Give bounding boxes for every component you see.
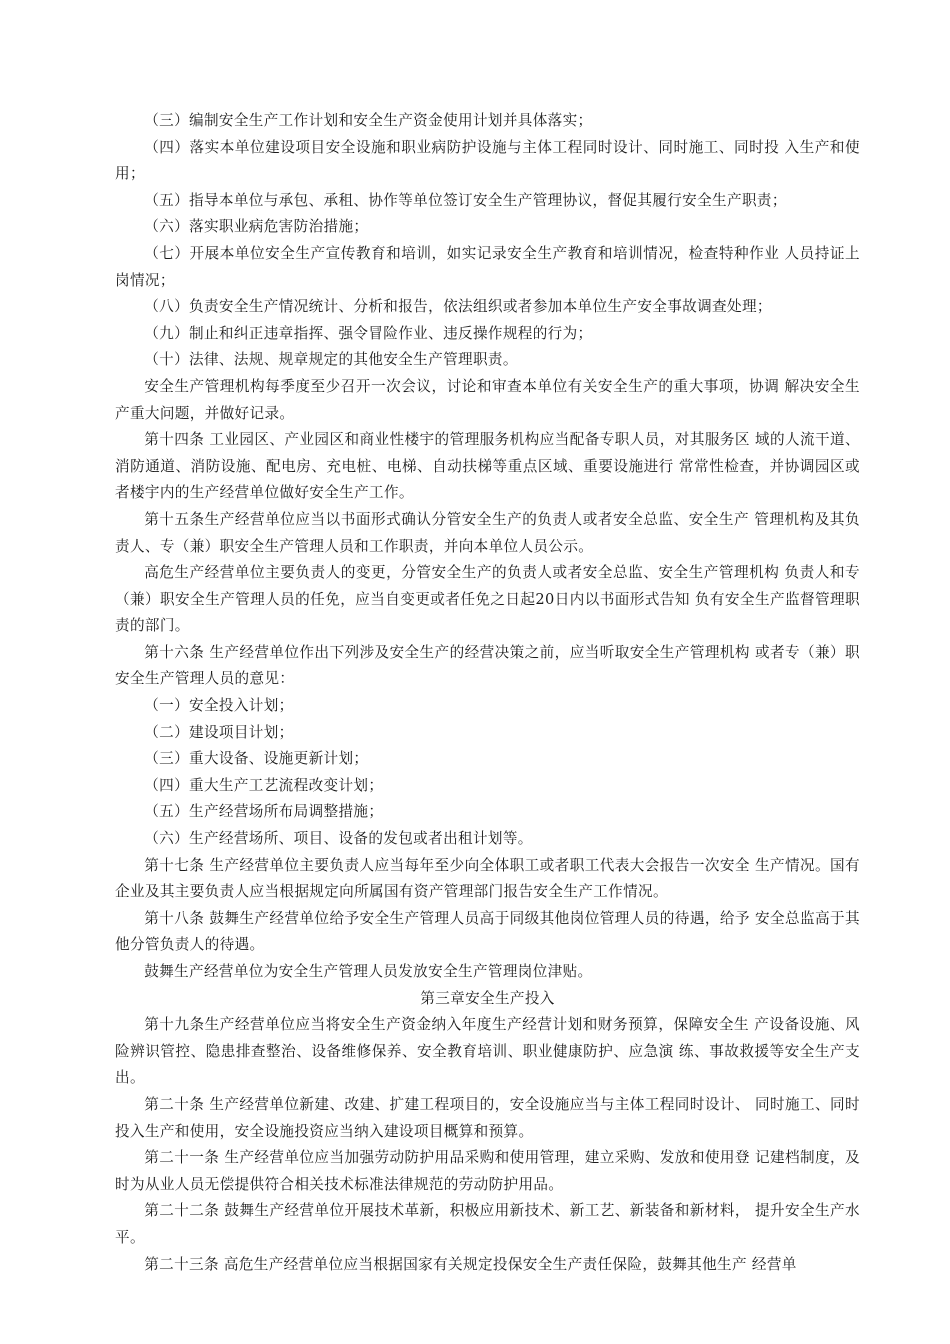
article-23: 第二十三条 高危生产经营单位应当根据国家有关规定投保安全生产责任保险，鼓舞其他生产 经营单 bbox=[144, 1255, 797, 1273]
article-15: 第十五条生产经营单位应当以书面形式确认分管安全生产的负责人或者安全总监、安全生产 管理机构及其负责人、专（兼）职安全生产管理人员和工作职责，并向本单位人员公示。 bbox=[115, 510, 860, 555]
paragraph: 高危生产经营单位主要负责人的变更，分管安全生产的负责人或者安全总监、安全生产管理机构 负责人和专（兼）职安全生产管理人员的任免，应当自变更或者任免之日起20日内以书面形式告知 负有安全生产监督管理职责的部门。 bbox=[115, 564, 860, 635]
list-item: （六）生产经营场所、项目、设备的发包或者出租计划等。 bbox=[144, 830, 533, 848]
paragraph: （五）指导本单位与承包、承租、协作等单位签订安全生产管理协议，督促其履行安全生产职责； bbox=[144, 191, 787, 209]
paragraph: （三）编制安全生产工作计划和安全生产资金使用计划并具体落实； bbox=[144, 112, 593, 129]
article-20: 第二十条 生产经营单位新建、改建、扩建工程项目的，安全设施应当与主体工程同时设计、 同时施工、同时投入生产和使用，安全设施投资应当纳入建设项目概算和预算。 bbox=[115, 1095, 860, 1140]
paragraph: （七）开展本单位安全生产宣传教育和培训，如实记录安全生产教育和培训情况，检查特种作业 人员持证上岗情况； bbox=[115, 244, 860, 289]
list-item: （五）生产经营场所布局调整措施； bbox=[144, 803, 384, 821]
article-14: 第十四条 工业园区、产业园区和商业性楼宇的管理服务机构应当配备专职人员，对其服务区 域的人流干道、消防通道、消防设施、配电房、充电桩、电梯、自动扶梯等重点区域、重要设施进行 常常性检查，并协调园区或者楼宇内的生产经营单位做好安全生产工作。 bbox=[115, 431, 860, 502]
article-16: 第十六条 生产经营单位作出下列涉及安全生产的经营决策之前，应当听取安全生产管理机构 或者专（兼）职安全生产管理人员的意见： bbox=[115, 643, 860, 688]
article-19: 第十九条生产经营单位应当将安全生产资金纳入年度生产经营计划和财务预算，保障安全生 产设备设施、风险辨识管控、隐患排查整治、设备维修保养、安全教育培训、职业健康防护、应急演 练、事故救援等安全生产支出。 bbox=[115, 1016, 860, 1087]
paragraph: （九）制止和纠正违章指挥、强令冒险作业、违反操作规程的行为； bbox=[144, 324, 593, 342]
article-22: 第二十二条 鼓舞生产经营单位开展技术革新，积极应用新技术、新工艺、新装备和新材料， 提升安全生产水平。 bbox=[115, 1202, 860, 1246]
paragraph: 安全生产管理机构每季度至少召开一次会议，讨论和审查本单位有关安全生产的重大事项，协调 解决安全生产重大问题，并做好记录。 bbox=[115, 377, 860, 422]
list-item: （四）重大生产工艺流程改变计划； bbox=[144, 776, 384, 794]
paragraph: （四）落实本单位建设项目安全设施和职业病防护设施与主体工程同时设计、同时施工、同时投 入生产和使用； bbox=[115, 138, 860, 183]
document-page bbox=[115, 108, 860, 1278]
paragraph: （八）负责安全生产情况统计、分析和报告，依法组织或者参加本单位生产安全事故调查处理； bbox=[144, 298, 772, 316]
chapter-heading: 第三章安全生产投入 bbox=[420, 989, 555, 1007]
list-item: （一）安全投入计划； bbox=[144, 697, 294, 715]
paragraph: 鼓舞生产经营单位为安全生产管理人员发放安全生产管理岗位津贴。 bbox=[144, 963, 593, 980]
list-item: （三）重大设备、设施更新计划； bbox=[144, 750, 369, 768]
article-17: 第十七条 生产经营单位主要负责人应当每年至少向全体职工或者职工代表大会报告一次安全 生产情况。国有企业及其主要负责人应当根据规定向所属国有资产管理部门报告安全生产工作情况。 bbox=[115, 856, 860, 901]
paragraph: （六）落实职业病危害防治措施； bbox=[144, 218, 369, 236]
article-21: 第二十一条 生产经营单位应当加强劳动防护用品采购和使用管理，建立采购、发放和使用登 记建档制度，及时为从业人员无偿提供符合相关技术标准法律规范的劳动防护用品。 bbox=[115, 1149, 860, 1193]
paragraph: （十）法律、法规、规章规定的其他安全生产管理职责。 bbox=[144, 351, 518, 369]
article-18: 第十八条 鼓舞生产经营单位给予安全生产管理人员高于同级其他岗位管理人员的待遇，给予 安全总监高于其他分管负责人的待遇。 bbox=[115, 909, 860, 954]
list-item: （二）建设项目计划； bbox=[144, 723, 294, 741]
